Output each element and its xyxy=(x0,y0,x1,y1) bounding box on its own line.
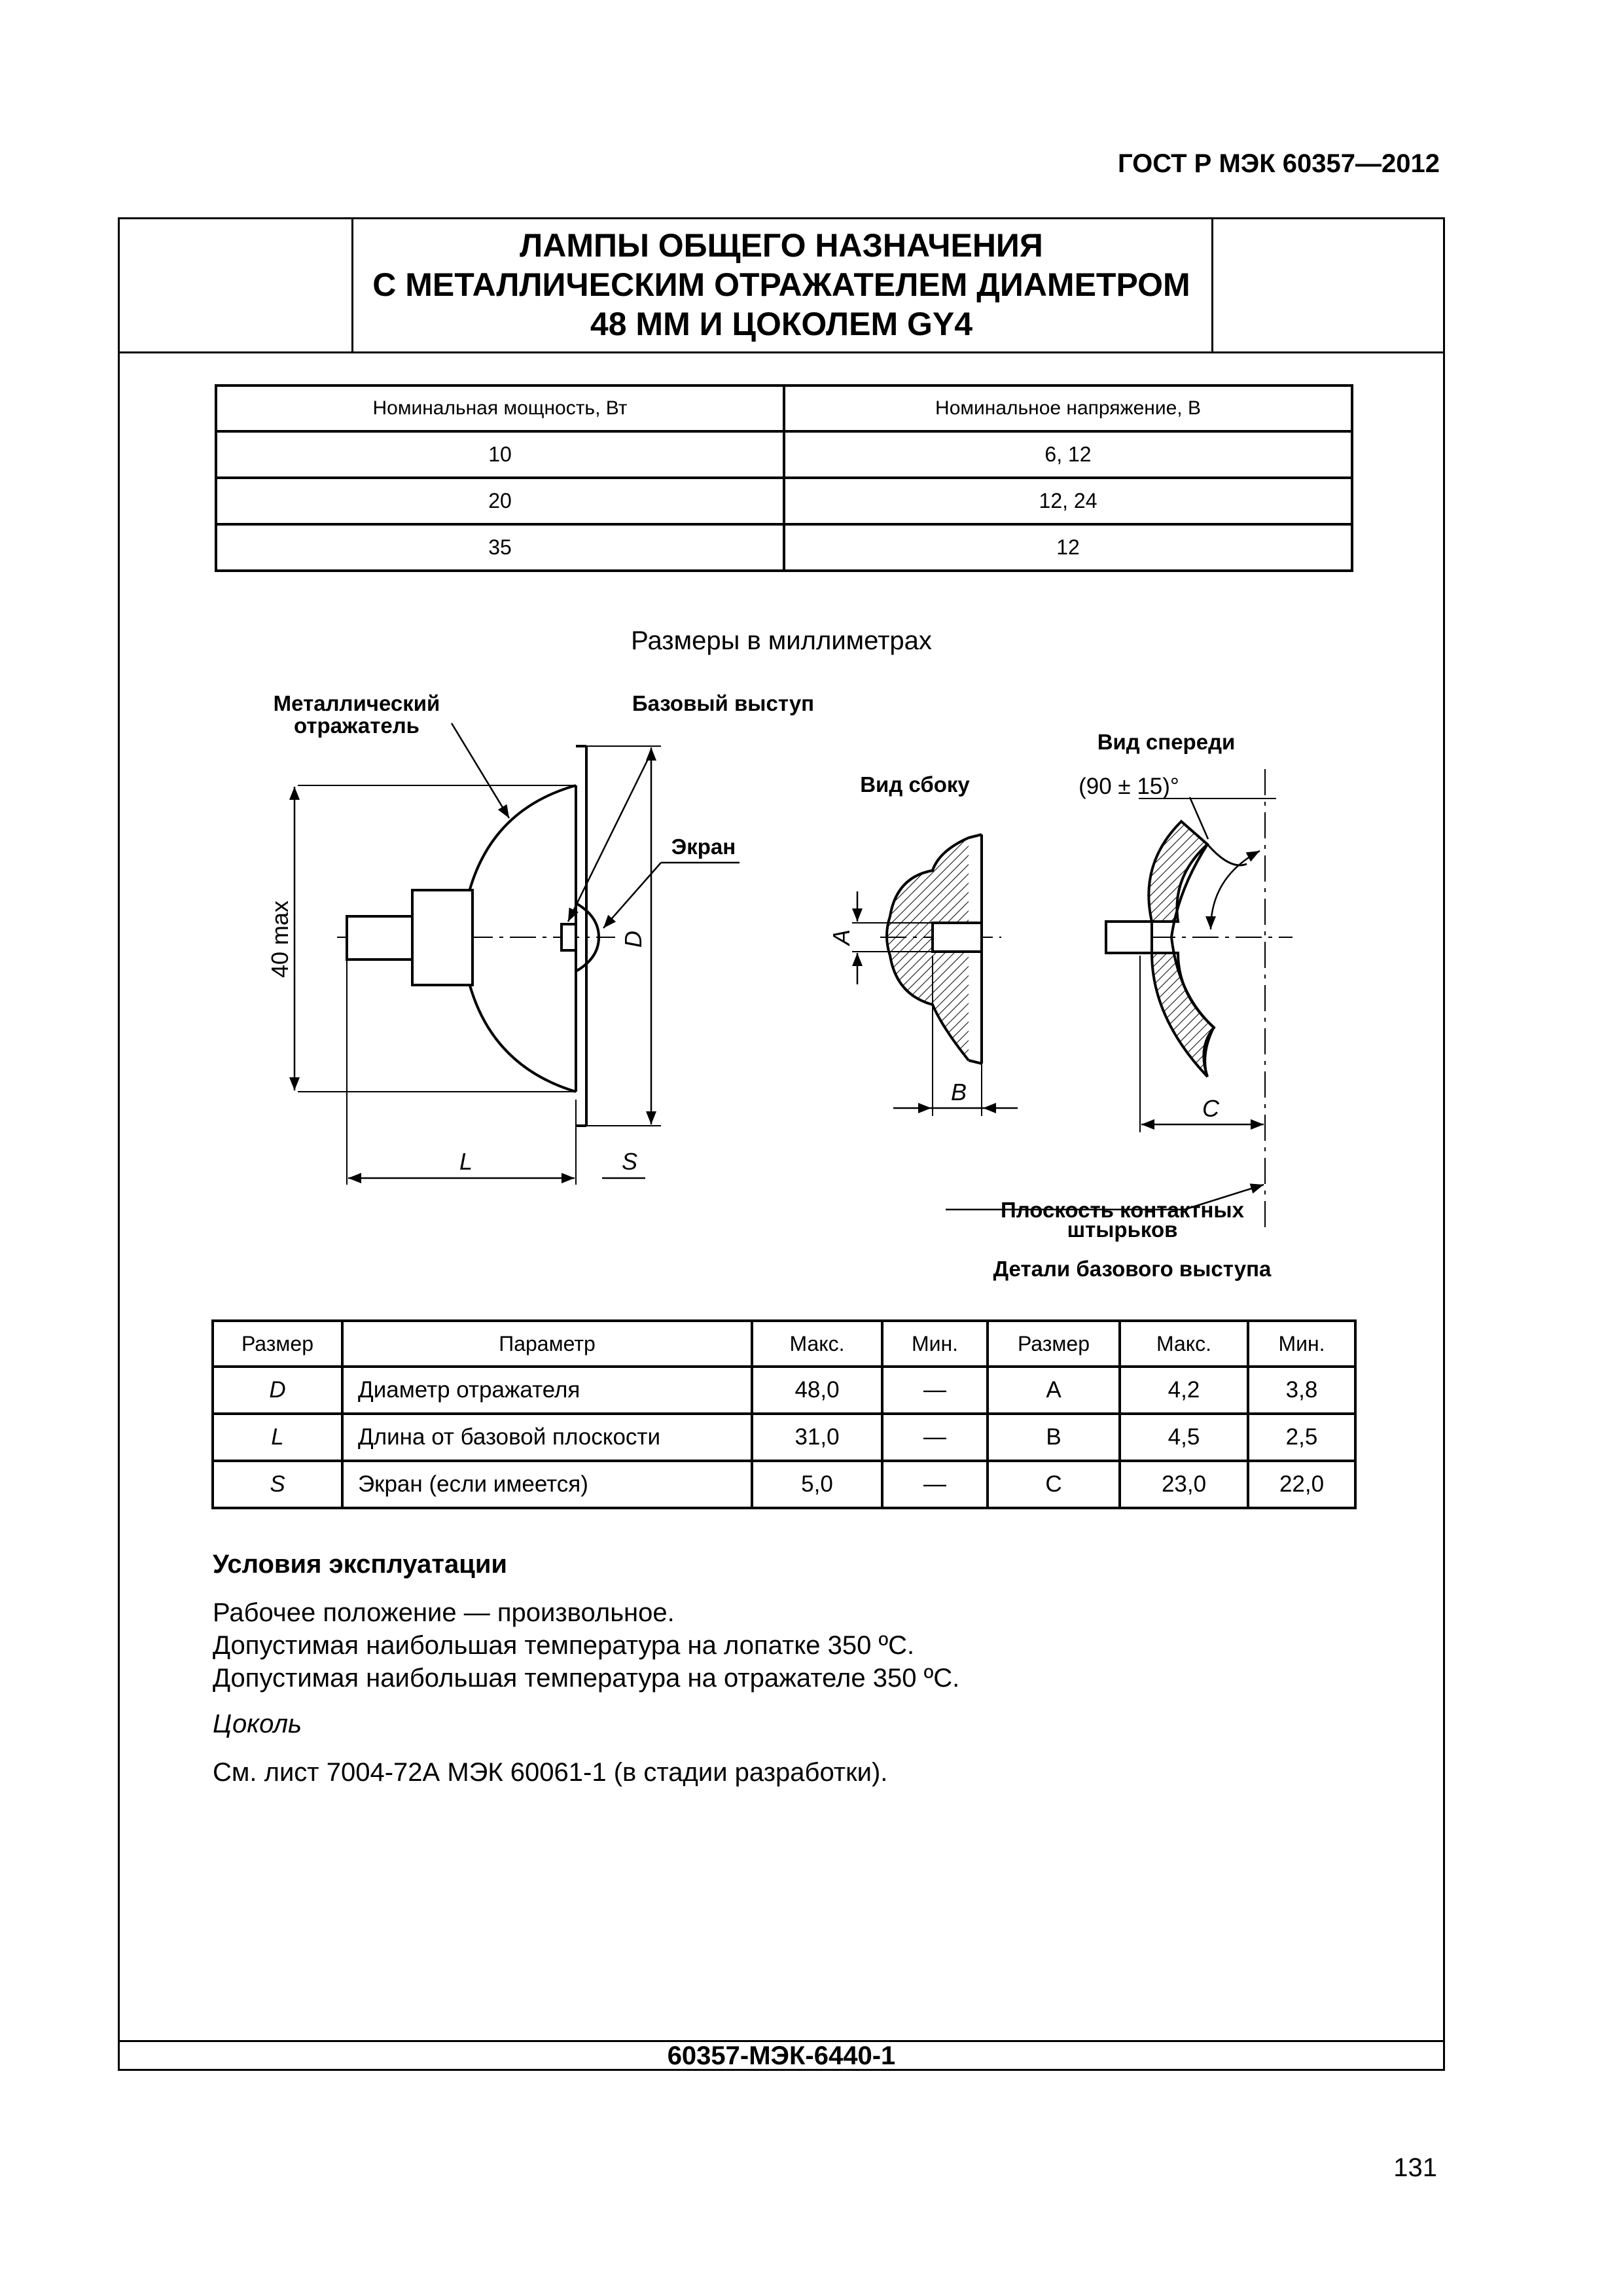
table-cell: B xyxy=(988,1414,1120,1461)
lamp-pins xyxy=(347,916,412,960)
table-header: Макс. xyxy=(1120,1321,1248,1367)
table-header: Размер xyxy=(988,1321,1120,1367)
table-cell: 23,0 xyxy=(1120,1461,1248,1508)
rating-header-power: Номинальная мощность, Вт xyxy=(216,386,784,431)
table-cell: C xyxy=(988,1461,1120,1508)
table-cell: 22,0 xyxy=(1248,1461,1355,1508)
table-cell: 4,2 xyxy=(1120,1367,1248,1414)
label-side-view: Вид сбоку xyxy=(860,772,970,797)
table-cell: 35 xyxy=(216,524,784,571)
front-break-line xyxy=(1207,844,1247,865)
label-C: C xyxy=(1202,1095,1219,1122)
title-line-2: С МЕТАЛЛИЧЕСКИМ ОТРАЖАТЕЛЕМ ДИАМЕТРОМ xyxy=(372,266,1190,303)
table-header: Параметр xyxy=(342,1321,752,1367)
label-front-view: Вид спереди xyxy=(1097,730,1236,754)
table-cell: 10 xyxy=(216,431,784,478)
rating-header-voltage: Номинальное напряжение, В xyxy=(784,386,1352,431)
table-header: Размер xyxy=(213,1321,342,1367)
table-cell: D xyxy=(213,1367,342,1414)
table-cell: 2,5 xyxy=(1248,1414,1355,1461)
table-cell: 12 xyxy=(784,524,1352,571)
table-cell: A xyxy=(988,1367,1120,1414)
side-view-drawing xyxy=(852,834,1018,1116)
leader-screen xyxy=(603,863,661,928)
leader-reflector xyxy=(452,723,509,818)
table-cell: 6, 12 xyxy=(784,431,1352,478)
title-line-3: 48 ММ И ЦОКОЛЕМ GY4 xyxy=(590,306,973,342)
label-pin-plane-1: Плоскость контактных xyxy=(1001,1198,1244,1222)
front-view-drawing xyxy=(946,769,1293,1230)
conditions-line-3: Допустимая наибольшая температура на отражателе 350 ºС. xyxy=(213,1664,960,1693)
dimension-labels xyxy=(266,774,1220,1175)
base-protrusion xyxy=(562,924,576,950)
table-cell: — xyxy=(882,1367,988,1414)
table-cell: 3,8 xyxy=(1248,1367,1355,1414)
label-base-protrusion: Базовый выступ xyxy=(632,691,815,715)
standard-designation: ГОСТ Р МЭК 60357—2012 xyxy=(1117,149,1440,178)
sheet-code: 60357-МЭК-6440-1 xyxy=(667,2041,896,2070)
label-reflector-2: отражатель xyxy=(294,713,419,738)
table-cell: — xyxy=(882,1414,988,1461)
conditions-line-1: Рабочее положение — произвольное. xyxy=(213,1598,675,1627)
table-cell: 12, 24 xyxy=(784,478,1352,524)
page-number: 131 xyxy=(1393,2153,1437,2182)
label-A: A xyxy=(828,929,855,946)
table-cell: Диаметр отражателя xyxy=(342,1367,752,1414)
leader-base-protrusion xyxy=(568,751,652,922)
table-cell: 48,0 xyxy=(752,1367,882,1414)
table-cell: 4,5 xyxy=(1120,1414,1248,1461)
label-details: Детали базового выступа xyxy=(993,1257,1272,1281)
label-pin-plane-2: штырьков xyxy=(1067,1217,1178,1242)
table-cell: Длина от базовой плоскости xyxy=(342,1414,752,1461)
label-D: D xyxy=(620,931,647,948)
side-edge xyxy=(969,834,982,838)
table-header: Мин. xyxy=(1248,1321,1355,1367)
table-cell: L xyxy=(213,1414,342,1461)
label-L: L xyxy=(459,1148,473,1175)
label-angle: (90 ± 15)° xyxy=(1079,774,1179,799)
front-pin xyxy=(1106,922,1152,953)
label-B: B xyxy=(950,1079,967,1105)
cap-text: См. лист 7004-72А МЭК 60061-1 (в стадии разработки). xyxy=(213,1758,888,1787)
label-reflector-1: Металлический xyxy=(273,691,440,715)
label-screen: Экран xyxy=(671,834,736,859)
table-header: Макс. xyxy=(752,1321,882,1367)
angle-arc xyxy=(1211,851,1260,929)
units-note: Размеры в миллиметрах xyxy=(631,626,932,655)
table-cell: S xyxy=(213,1461,342,1508)
conditions-heading: Условия эксплуатации xyxy=(213,1550,507,1579)
reflector-neck xyxy=(412,890,473,985)
main-lamp-drawing xyxy=(294,723,740,1185)
table-header: Мин. xyxy=(882,1321,988,1367)
title-line-1: ЛАМПЫ ОБЩЕГО НАЗНАЧЕНИЯ xyxy=(520,227,1043,264)
table-cell: 20 xyxy=(216,478,784,524)
side-protrusion xyxy=(933,923,982,952)
reflector-outline xyxy=(461,785,576,1092)
table-cell: — xyxy=(882,1461,988,1508)
table-cell: 31,0 xyxy=(752,1414,882,1461)
conditions-line-2: Допустимая наибольшая температура на лопатке 350 ºС. xyxy=(213,1631,915,1660)
table-cell: 5,0 xyxy=(752,1461,882,1508)
label-S: S xyxy=(621,1148,638,1175)
side-edge xyxy=(969,1060,982,1064)
table-cell: Экран (если имеется) xyxy=(342,1461,752,1508)
label-40max: 40 max xyxy=(266,900,293,978)
cap-heading: Цоколь xyxy=(213,1710,302,1738)
